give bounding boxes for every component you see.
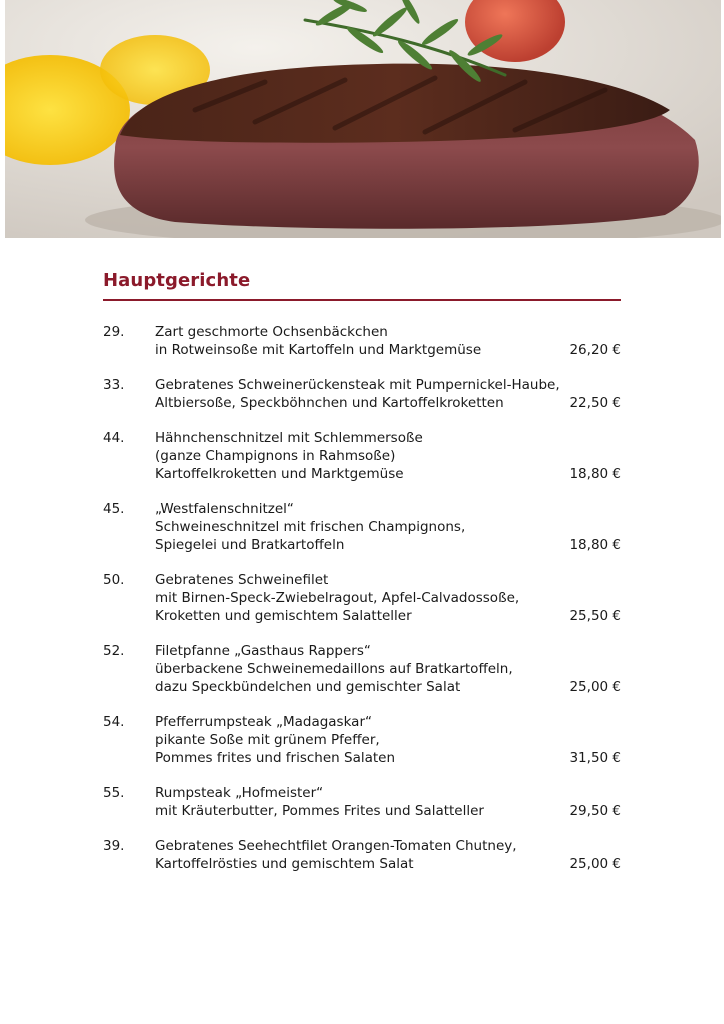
menu-item [103,713,623,767]
item-line: mit Birnen-Speck-Zwiebelragout, Apfel-Calvadossoße, [155,590,520,606]
item-line: pikante Soße mit grünem Pfeffer, [155,732,380,748]
item-line: Kartoffelkroketten und Marktgemüse [155,466,404,482]
item-description [155,429,555,483]
item-line: Zart geschmorte Ochsenbäckchen [155,324,388,340]
item-number: 44. [103,430,125,446]
item-price: 31,50 € [569,750,621,766]
item-line: „Westfalenschnitzel“ [155,501,294,517]
item-price: 26,20 € [569,342,621,358]
item-description [155,713,555,767]
item-number: 54. [103,714,125,730]
item-description [155,376,560,412]
item-line: Gebratenes Schweinerückensteak mit Pumpernickel-Haube, [155,377,560,393]
steak-illustration [5,0,721,238]
item-price: 25,00 € [569,856,621,872]
menu-item [103,571,623,625]
item-number: 39. [103,838,125,854]
item-line: Filetpfanne „Gasthaus Rappers“ [155,643,371,659]
item-description [155,642,555,696]
item-line: Gebratenes Schweinefilet [155,572,329,588]
menu-list [103,323,623,890]
title-divider [103,299,621,301]
section-title: Hauptgerichte [103,270,251,291]
item-line: Schweineschnitzel mit frischen Champignons, [155,519,466,535]
menu-item [103,376,623,412]
item-line: Hähnchenschnitzel mit Schlemmersoße [155,430,423,446]
item-number: 52. [103,643,125,659]
item-line: Gebratenes Seehechtfilet Orangen-Tomaten Chutney, [155,838,517,854]
item-number: 50. [103,572,125,588]
menu-item [103,323,623,359]
item-price: 18,80 € [569,537,621,553]
item-price: 22,50 € [569,395,621,411]
item-number: 33. [103,377,125,393]
item-line: überbackene Schweinemedaillons auf Bratkartoffeln, [155,661,513,677]
item-number: 45. [103,501,125,517]
item-line: Pfefferrumpsteak „Madagaskar“ [155,714,372,730]
item-line: (ganze Champignons in Rahmsoße) [155,448,396,464]
item-number: 29. [103,324,125,340]
item-line: Kartoffelrösties und gemischtem Salat [155,856,414,872]
menu-item [103,429,623,483]
item-price: 25,50 € [569,608,621,624]
menu-item [103,837,623,873]
item-line: Altbiersoße, Speckböhnchen und Kartoffelkroketten [155,395,504,411]
item-description [155,784,555,820]
item-number: 55. [103,785,125,801]
item-line: mit Kräuterbutter, Pommes Frites und Salatteller [155,803,484,819]
item-description [155,323,555,359]
menu-item [103,500,623,554]
item-line: Kroketten und gemischtem Salatteller [155,608,412,624]
item-price: 25,00 € [569,679,621,695]
item-line: Pommes frites und frischen Salaten [155,750,396,766]
item-line: in Rotweinsoße mit Kartoffeln und Marktgemüse [155,342,482,358]
item-description [155,571,555,625]
item-description [155,500,555,554]
item-price: 29,50 € [569,803,621,819]
header-steak-photo [5,0,721,238]
item-description [155,837,555,873]
item-line: Rumpsteak „Hofmeister“ [155,785,324,801]
item-line: Spiegelei und Bratkartoffeln [155,537,345,553]
menu-item [103,642,623,696]
item-price: 18,80 € [569,466,621,482]
item-line: dazu Speckbündelchen und gemischter Salat [155,679,461,695]
menu-item [103,784,623,820]
